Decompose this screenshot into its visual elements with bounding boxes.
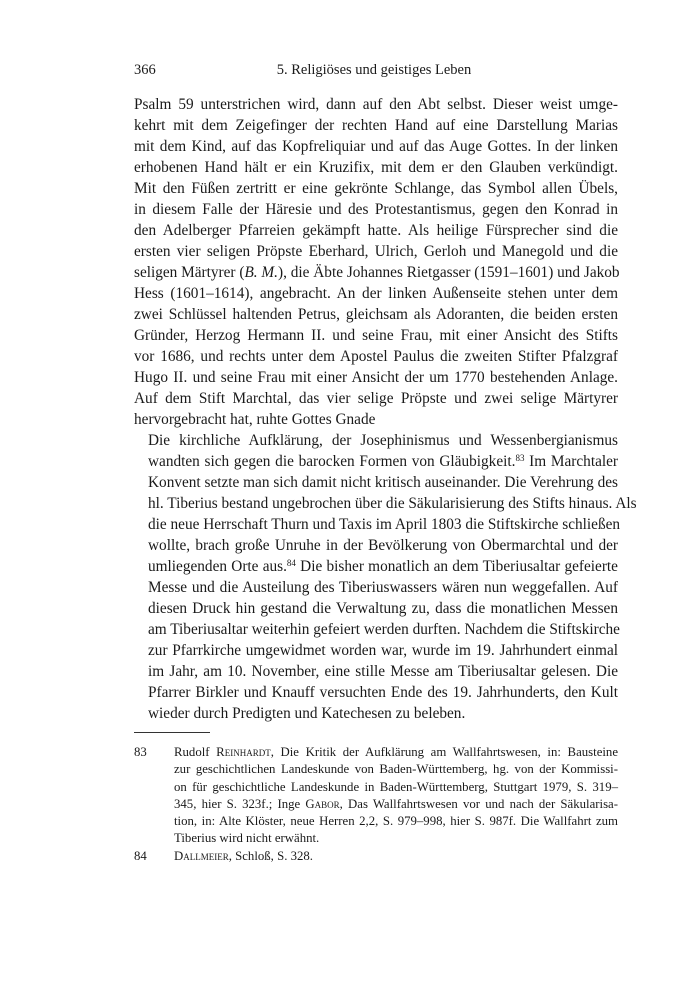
text-line <box>134 556 618 577</box>
text-line <box>134 262 618 283</box>
footnote-number: 84 <box>134 848 147 863</box>
text-line: hl. Tiberius bestand ungebrochen über die Säkularisierung des Stifts hinaus. Als <box>148 495 637 512</box>
text-line: den Adelberger Pfarreien gekämpft hatte. Als heilige Fürsprecher sind die <box>134 222 618 239</box>
text-line: Konvent setzte man sich damit nicht kritisch auseinander. Die Verehrung des <box>148 474 618 491</box>
footnote-83 <box>134 744 618 848</box>
text-segment: Rudolf <box>174 745 217 759</box>
text-line: vor 1686, und rechts unter dem Apostel Paulus die zweiten Stifter Pfalzgraf <box>134 348 618 365</box>
author-name: Dallmeier <box>174 848 229 863</box>
text-segment: 345, hier S. 323f.; Inge <box>174 796 306 811</box>
paragraph-1 <box>134 94 618 430</box>
footnote-line: Tiberius wird nicht erwähnt. <box>174 831 320 846</box>
footnote-line: on für geschichtliche Landeskunde in Baden-Württemberg, Stuttgart 1979, S. 319– <box>174 779 618 794</box>
text-line: Auf dem Stift Marchtal, das vier selige Pröpste und zwei selige Märtyrer <box>134 390 618 407</box>
text-line: wieder durch Predigten und Katechesen zu beleben. <box>148 705 466 722</box>
text-line: am Tiberiusaltar weiterhin gefeiert werden durften. Nachdem die Stiftskirche <box>148 621 620 638</box>
text-line: die neue Herrschaft Thurn und Taxis im April 1803 die Stiftskirche schließen <box>148 516 621 533</box>
paragraph-2 <box>134 430 637 724</box>
text-line: Die kirchliche Aufklärung, der Josephinismus und Wessenbergianismus <box>148 432 618 449</box>
text-segment: , Die Kritik der Aufklärung am Wallfahrtswesen, in: Bausteine <box>270 745 619 759</box>
footnote-line: tion, in: Alte Klöster, neue Herren 2,2, S. 979–998, hier S. 987f. Die Wallfahrt zum <box>174 814 618 829</box>
text-line: Messe und die Austeilung des Tiberiuswassers wären nun weggefallen. Auf <box>148 579 618 596</box>
footnote-separator <box>134 732 210 733</box>
text-line: Psalm 59 unterstrichen wird, dann auf den Abt selbst. Dieser weist umge- <box>134 96 618 113</box>
text-segment: , Das Wallfahrtswesen vor und nach der Säkularisa- <box>339 796 618 811</box>
footnotes <box>134 744 618 865</box>
text-line: Mit den Füßen zertritt er eine gekrönte Schlange, das Symbol allen Übels, <box>134 180 618 197</box>
footnote-line: zur geschichtlichen Landeskunde von Baden-Württemberg, hg. von der Kommissi- <box>174 762 618 777</box>
author-name: Reinhardt <box>216 745 271 759</box>
footnote-line <box>174 744 618 761</box>
footnote-ref-84[interactable]: 84 <box>286 558 296 568</box>
text-line: wollte, brach große Unruhe in der Bevölkerung von Obermarchtal und der <box>148 537 618 554</box>
footnote-84 <box>134 848 618 865</box>
text-line: Hess (1601–1614), angebracht. An der linken Außenseite stehen unter dem <box>134 285 618 302</box>
text-segment: , Schloß, S. 328. <box>228 848 313 863</box>
text-segment: ), die Äbte Johannes Rietgasser (1591–1601) und Jakob <box>278 264 620 281</box>
text-segment: Im Marchtaler <box>524 453 618 470</box>
italic-abbreviation: B. M. <box>244 264 278 281</box>
text-line: zwei Schlüssel haltenden Petrus, gleichsam als Adoranten, die beiden ersten <box>134 306 618 323</box>
text-line: im Jahr, am 10. November, eine stille Messe am Tiberiusaltar gelesen. Die <box>148 663 618 680</box>
author-name: Gabor <box>305 796 340 811</box>
page-header <box>134 62 614 82</box>
text-segment: seligen Märtyrer ( <box>134 264 245 281</box>
text-line: Pfarrer Birkler und Knauff versuchten Ende des 19. Jahrhunderts, den Kult <box>148 684 618 701</box>
text-line: hervorgebracht hat, ruhte Gottes Gnade <box>134 411 376 428</box>
text-line: diesen Druck hin gestand die Verwaltung zu, dass die monatlichen Messen <box>148 600 618 617</box>
page-number: 366 <box>134 62 156 78</box>
text-line: in diesem Falle der Häresie und des Protestantismus, gegen den Konrad in <box>134 201 618 218</box>
text-line <box>134 451 618 472</box>
text-line: zur Pfarrkirche umgewidmet worden war, wurde im 19. Jahrhundert einmal <box>148 642 618 659</box>
text-line: Hugo II. und seine Frau mit einer Ansicht der um 1770 bestehenden Anlage. <box>134 369 618 386</box>
text-line: erhobenen Hand hält er ein Kruzifix, mit dem er den Glauben verkündigt. <box>134 159 618 176</box>
footnote-line <box>174 848 618 865</box>
text-line: Gründer, Herzog Hermann II. und seine Frau, mit einer Ansicht des Stifts <box>134 327 618 344</box>
text-line: mit dem Kind, auf das Kopfreliquiar und auf das Auge Gottes. In der linken <box>134 138 618 155</box>
text-segment: Die bisher monatlich an dem Tiberiusaltar gefeierte <box>295 558 618 575</box>
body-text <box>134 94 637 724</box>
footnote-number: 83 <box>134 745 147 759</box>
footnote-ref-83[interactable]: 83 <box>515 453 525 463</box>
text-segment: wandten sich gegen die barocken Formen von Gläubigkeit. <box>148 453 516 470</box>
text-line: kehrt mit dem Zeigefinger der rechten Hand auf eine Darstellung Marias <box>134 117 618 134</box>
text-segment: umliegenden Orte aus. <box>148 558 287 575</box>
footnote-line <box>174 796 618 813</box>
text-line: ersten vier seligen Pröpste Eberhard, Ulrich, Gerloh und Manegold und die <box>134 243 618 260</box>
running-head: 5. Religiöses und geistiges Leben <box>276 62 472 78</box>
